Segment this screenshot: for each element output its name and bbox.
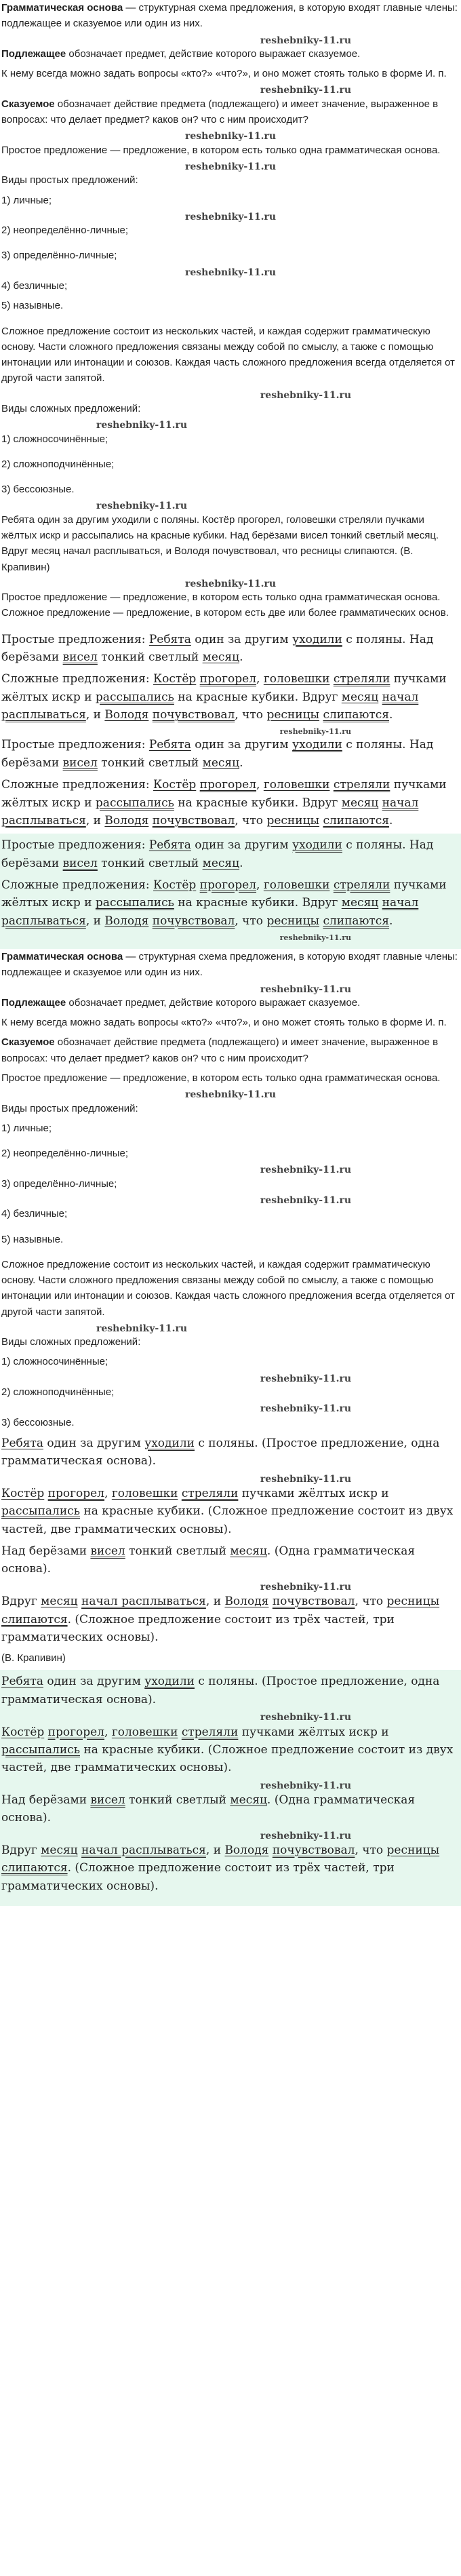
subject: месяц xyxy=(41,1843,78,1858)
watermark: reshebniky-11.ru xyxy=(279,933,351,942)
text: . xyxy=(239,756,243,770)
watermark: reshebniky-11.ru xyxy=(96,501,188,512)
text: . (Одна грамматическая основа). xyxy=(1,1793,416,1825)
complex-types-heading: Виды сложных предложений: xyxy=(1,402,141,414)
text: . xyxy=(389,813,393,827)
predicate: уходили xyxy=(292,738,342,752)
complex-type-item: 2) сложноподчинённые; xyxy=(1,1386,115,1399)
predicate: слипаются xyxy=(323,708,390,722)
text: , xyxy=(256,878,264,892)
definition-grammar-base xyxy=(1,0,460,32)
text: один за другим xyxy=(43,1436,145,1450)
predicate: начал расплываться xyxy=(81,1595,206,1609)
subject: Володя xyxy=(104,813,149,827)
complex-type-item: 3) бессоюзные. xyxy=(1,484,75,496)
watermark: reshebniky-11.ru xyxy=(184,211,277,222)
term: Подлежащее xyxy=(1,996,66,1009)
text: один за другим xyxy=(191,838,293,853)
simple-sentences xyxy=(1,631,460,667)
subject: головешки xyxy=(263,878,330,892)
answer-sentence-4 xyxy=(1,1841,460,1895)
definition-predicate xyxy=(1,1034,460,1066)
term: Сказуемое xyxy=(1,1036,55,1049)
subject: головешки xyxy=(111,1487,178,1501)
subject: Ребята xyxy=(1,1436,43,1450)
text: на красные кубики. Вдруг xyxy=(174,690,342,704)
definition-simple-sentence: Простое предложение — предложение, в котором есть только одна грамматическая основа. xyxy=(1,1072,441,1084)
subject: ресницы xyxy=(386,1595,440,1609)
simple-sentences xyxy=(1,736,460,772)
watermark: reshebniky-11.ru xyxy=(184,1089,277,1101)
subject: Ребята xyxy=(1,1675,43,1689)
predicate: начал расплываться xyxy=(1,896,419,928)
subject: Володя xyxy=(224,1595,269,1609)
watermark: reshebniky-11.ru xyxy=(260,1581,351,1593)
watermark: reshebniky-11.ru xyxy=(260,1712,351,1723)
subject: Володя xyxy=(224,1843,269,1858)
answer-sentence-1 xyxy=(1,1435,460,1470)
predicate: рассыпались xyxy=(1,1742,80,1757)
subject: месяц xyxy=(341,896,379,910)
predicate: слипаются xyxy=(1,1612,68,1626)
text: , что xyxy=(235,914,267,928)
label: Простые предложения: xyxy=(1,738,149,752)
predicate: почувствовал xyxy=(152,813,235,827)
complex-sentences xyxy=(1,776,460,830)
text: , и xyxy=(205,1843,225,1858)
label: Сложные предложения: xyxy=(1,672,153,686)
subject: Костёр xyxy=(153,878,197,892)
predicate: прогорел xyxy=(199,878,257,892)
definition-text: обозначает действие предмета (подлежащего) и имеет значение, выраженное в вопросах: что делает предмет? каков он? что с ним происходит? xyxy=(1,1036,439,1064)
label: Сложные предложения: xyxy=(1,878,153,892)
term: Сказуемое xyxy=(1,98,55,110)
definition-text: — структурная схема предложения, в которую входят главные члены: подлежащее и сказуемое или один из них. xyxy=(1,2,458,30)
subject-questions: К нему всегда можно задать вопросы «кто?» «что?», и оно может стоять только в форме И. п. xyxy=(1,1017,447,1029)
text: пучками жёлтых искр и xyxy=(238,1725,389,1739)
complex-types-heading: Виды сложных предложений: xyxy=(1,1336,141,1348)
simple-type-item: 4) безличные; xyxy=(1,280,68,292)
simple-type-item: 3) определённо-личные; xyxy=(1,250,117,262)
definition-simple-sentence: Простое предложение — предложение, в котором есть только одна грамматическая основа. xyxy=(1,144,441,156)
watermark: reshebniky-11.ru xyxy=(96,420,188,431)
definition-text: обозначает предмет, действие которого выражает сказуемое. xyxy=(66,47,361,60)
predicate: уходили xyxy=(292,632,342,646)
complex-sentences xyxy=(1,876,460,930)
text: с поляны. Над берёзами xyxy=(1,632,434,664)
simple-type-item: 1) личные; xyxy=(1,1122,52,1134)
answer-highlight-final xyxy=(0,1670,461,1906)
definition-text: обозначает действие предмета (подлежащего) и имеет значение, выраженное в вопросах: что делает предмет? каков он? что с ним происходит? xyxy=(1,98,439,126)
predicate: слипаются xyxy=(323,813,390,827)
text: , xyxy=(104,1725,112,1739)
term: Подлежащее xyxy=(1,47,66,60)
predicate: висел xyxy=(90,1793,125,1807)
text: тонкий светлый xyxy=(97,756,203,770)
subject: месяц xyxy=(41,1595,78,1609)
watermark: reshebniky-11.ru xyxy=(260,983,351,995)
simple-types-heading: Виды простых предложений: xyxy=(1,174,138,187)
watermark: reshebniky-11.ru xyxy=(260,1194,351,1206)
watermark: reshebniky-11.ru xyxy=(96,1323,188,1334)
subject: месяц xyxy=(230,1793,267,1807)
text: один за другим xyxy=(191,738,293,752)
predicate: прогорел xyxy=(47,1725,105,1739)
text: тонкий светлый xyxy=(125,1793,230,1807)
text: на красные кубики. (Сложное предложение состоит из двух частей, две грамматических основы). xyxy=(1,1504,454,1536)
subject: головешки xyxy=(263,672,330,686)
predicate: слипаются xyxy=(1,1861,68,1875)
predicate: рассыпались xyxy=(95,896,174,910)
subject: ресницы xyxy=(266,914,320,928)
predicate: почувствовал xyxy=(152,914,235,928)
text: пучками жёлтых искр и xyxy=(238,1487,389,1501)
subject: Володя xyxy=(104,914,149,928)
text: . (Сложное предложение состоит из трёх частей, три грамматических основы). xyxy=(1,1612,395,1644)
text: на красные кубики. (Сложное предложение состоит из двух частей, две грамматических основы). xyxy=(1,1742,454,1775)
text: тонкий светлый xyxy=(97,856,203,870)
predicate: стреляли xyxy=(181,1725,239,1739)
predicate: уходили xyxy=(144,1436,195,1450)
predicate: прогорел xyxy=(199,672,257,686)
predicate: почувствовал xyxy=(272,1595,355,1609)
predicate: уходили xyxy=(144,1675,195,1689)
term: Грамматическая основа xyxy=(1,2,123,14)
complex-type-item: 1) сложносочинённые; xyxy=(1,433,108,445)
text: Вдруг xyxy=(1,1595,41,1609)
subject: Костёр xyxy=(1,1725,45,1739)
watermark: reshebniky-11.ru xyxy=(260,1780,351,1791)
author: (В. Крапивин) xyxy=(1,1652,66,1664)
simple-type-item: 3) определённо-личные; xyxy=(1,1177,117,1190)
answer-sentence-3 xyxy=(1,1791,460,1827)
text: , и xyxy=(85,708,105,722)
text: , и xyxy=(205,1595,225,1609)
text: Над берёзами xyxy=(1,1793,91,1807)
simple-type-item: 4) безличные; xyxy=(1,1208,68,1220)
text: один за другим xyxy=(43,1675,145,1689)
subject: Володя xyxy=(104,708,149,722)
answer-sentence-1 xyxy=(1,1673,460,1709)
predicate: уходили xyxy=(292,838,342,853)
watermark: reshebniky-11.ru xyxy=(184,578,277,589)
section-theory-2 xyxy=(0,949,461,1666)
text: на красные кубики. Вдруг xyxy=(174,796,342,810)
predicate: стреляли xyxy=(333,778,390,792)
watermark: reshebniky-11.ru xyxy=(260,389,351,401)
text: один за другим xyxy=(191,632,293,646)
simple-type-item: 1) личные; xyxy=(1,194,52,206)
label: Простые предложения: xyxy=(1,632,149,646)
answer-sentence-2 xyxy=(1,1485,460,1538)
answer-block xyxy=(1,736,460,830)
predicate: висел xyxy=(62,856,98,870)
text: тонкий светлый xyxy=(125,1544,230,1559)
simple-type-item: 2) неопределённо-личные; xyxy=(1,1148,129,1160)
subject: Ребята xyxy=(148,632,191,646)
watermark: reshebniky-11.ru xyxy=(260,1830,351,1841)
answer-sentence-2 xyxy=(1,1723,460,1777)
text: пучками жёлтых искр и xyxy=(1,778,447,810)
text: . (Сложное предложение состоит из трёх частей, три грамматических основы). xyxy=(1,1861,395,1893)
predicate: стреляли xyxy=(333,878,390,892)
text: , xyxy=(256,778,264,792)
complex-sentences xyxy=(1,670,460,724)
label: Сложные предложения: xyxy=(1,778,153,792)
predicate: висел xyxy=(90,1544,125,1559)
answer-highlight xyxy=(0,834,461,949)
complex-type-item: 3) бессоюзные. xyxy=(1,1416,75,1428)
text: Над берёзами xyxy=(1,1544,91,1559)
definition-subject xyxy=(1,995,460,1011)
subject: месяц xyxy=(202,856,240,870)
answer-sentence-4 xyxy=(1,1593,460,1646)
watermark: reshebniky-11.ru xyxy=(279,727,351,737)
watermark: reshebniky-11.ru xyxy=(260,1373,351,1384)
subject: ресницы xyxy=(266,813,320,827)
text: тонкий светлый xyxy=(97,650,203,664)
subject: Костёр xyxy=(153,672,197,686)
subject: ресницы xyxy=(266,708,320,722)
predicate: рассыпались xyxy=(1,1504,80,1519)
simple-sentences xyxy=(1,836,460,872)
answer-sentence-3 xyxy=(1,1542,460,1578)
watermark: reshebniky-11.ru xyxy=(260,85,351,96)
subject: месяц xyxy=(202,650,240,664)
text: , что xyxy=(235,708,267,722)
text: . xyxy=(239,650,243,664)
text: , и xyxy=(85,914,105,928)
subject: ресницы xyxy=(386,1843,440,1858)
answer-block xyxy=(1,631,460,737)
text: , xyxy=(104,1487,112,1501)
text: , что xyxy=(355,1843,387,1858)
text: на красные кубики. Вдруг xyxy=(174,896,342,910)
subject: головешки xyxy=(111,1725,178,1739)
predicate: прогорел xyxy=(47,1487,105,1501)
subject: месяц xyxy=(341,690,379,704)
label: Простые предложения: xyxy=(1,838,149,853)
predicate: стреляли xyxy=(181,1487,239,1501)
text: , и xyxy=(85,813,105,827)
text: с поляны. Над берёзами xyxy=(1,738,434,770)
complex-type-item: 2) сложноподчинённые; xyxy=(1,458,115,470)
definition-complex-sentence: Сложное предложение состоит из нескольких частей, и каждая содержит грамматическую основу. Части сложного предложения связаны между собой по смыслу, а также с помощью интонации или интонации и союзов. Каждая часть сложного предложения всегда отделяется от другой части запятой. xyxy=(1,325,455,385)
predicate: висел xyxy=(62,650,98,664)
text: с поляны. (Простое предложение, одна грамматическая основа). xyxy=(1,1436,440,1468)
watermark: reshebniky-11.ru xyxy=(184,131,277,142)
text: . (Одна грамматическая основа). xyxy=(1,1544,416,1576)
predicate: рассыпались xyxy=(95,690,174,704)
predicate: прогорел xyxy=(199,778,257,792)
definition-text: обозначает предмет, действие которого выражает сказуемое. xyxy=(66,996,361,1009)
simple-type-item: 2) неопределённо-личные; xyxy=(1,225,129,237)
watermark: reshebniky-11.ru xyxy=(260,1473,351,1485)
subject: месяц xyxy=(230,1544,267,1559)
text: , что xyxy=(235,813,267,827)
text: , что xyxy=(355,1595,387,1609)
definition-subject xyxy=(1,46,460,62)
predicate: слипаются xyxy=(323,914,390,928)
definition-text: — структурная схема предложения, в которую входят главные члены: подлежащее и сказуемое или один из них. xyxy=(1,951,458,979)
predicate: начал расплываться xyxy=(1,690,419,722)
subject: Ребята xyxy=(148,738,191,752)
predicate: висел xyxy=(62,756,98,770)
text: с поляны. Над берёзами xyxy=(1,838,434,870)
watermark: reshebniky-11.ru xyxy=(184,161,277,172)
definition-predicate xyxy=(1,96,460,128)
watermark: reshebniky-11.ru xyxy=(184,267,277,278)
predicate: рассыпались xyxy=(95,796,174,810)
definition-grammar-base xyxy=(1,949,460,981)
predicate: начал расплываться xyxy=(1,796,419,827)
predicate: почувствовал xyxy=(272,1843,355,1858)
simple-type-item: 5) назывные. xyxy=(1,300,64,312)
subject: Костёр xyxy=(1,1487,45,1501)
text: , xyxy=(256,672,264,686)
text: . xyxy=(389,708,393,722)
simple-types-heading: Виды простых предложений: xyxy=(1,1102,138,1114)
text: . xyxy=(239,856,243,870)
text: с поляны. (Простое предложение, одна грамматическая основа). xyxy=(1,1675,440,1706)
watermark: reshebniky-11.ru xyxy=(260,1165,351,1176)
predicate: начал расплываться xyxy=(81,1843,206,1858)
complex-type-item: 1) сложносочинённые; xyxy=(1,1356,108,1368)
exercise-text: Ребята один за другим уходили с поляны. Костёр прогорел, головешки стреляли пучками жёлтых искр и рассыпались на красные кубики. Над берёзами висел тонкий светлый месяц. Вдруг месяц начал расплываться, и Володя почувствовал, что ресницы слипаются. (В. Крапивин) xyxy=(1,513,439,573)
definition-complex-sentence: Сложное предложение состоит из нескольких частей, и каждая содержит грамматическую основу. Части сложного предложения связаны между собой по смыслу, а также с помощью интонации или интонации и союзов. Каждая часть сложного предложения всегда отделяется от другой части запятой. xyxy=(1,1258,455,1318)
subject: месяц xyxy=(341,796,379,810)
text: . xyxy=(389,914,393,928)
subject: головешки xyxy=(263,778,330,792)
section-theory-1 xyxy=(0,0,461,830)
watermark: reshebniky-11.ru xyxy=(260,35,351,46)
sentence-definitions: Простое предложение — предложение, в котором есть только одна грамматическая основа. Сложное предложение — предложение, в котором есть две или более грамматических основ. xyxy=(1,591,449,619)
text: пучками жёлтых искр и xyxy=(1,878,447,910)
text: Вдруг xyxy=(1,1843,41,1858)
subject: месяц xyxy=(202,756,240,770)
watermark: reshebniky-11.ru xyxy=(260,1403,351,1415)
term: Грамматическая основа xyxy=(1,951,123,962)
predicate: стреляли xyxy=(333,672,390,686)
subject: Костёр xyxy=(153,778,197,792)
simple-type-item: 5) назывные. xyxy=(1,1233,64,1245)
text: пучками жёлтых искр и xyxy=(1,672,447,704)
subject: Ребята xyxy=(148,838,191,853)
predicate: почувствовал xyxy=(152,708,235,722)
subject-questions: К нему всегда можно задать вопросы «кто?» «что?», и оно может стоять только в форме И. п. xyxy=(1,68,447,80)
